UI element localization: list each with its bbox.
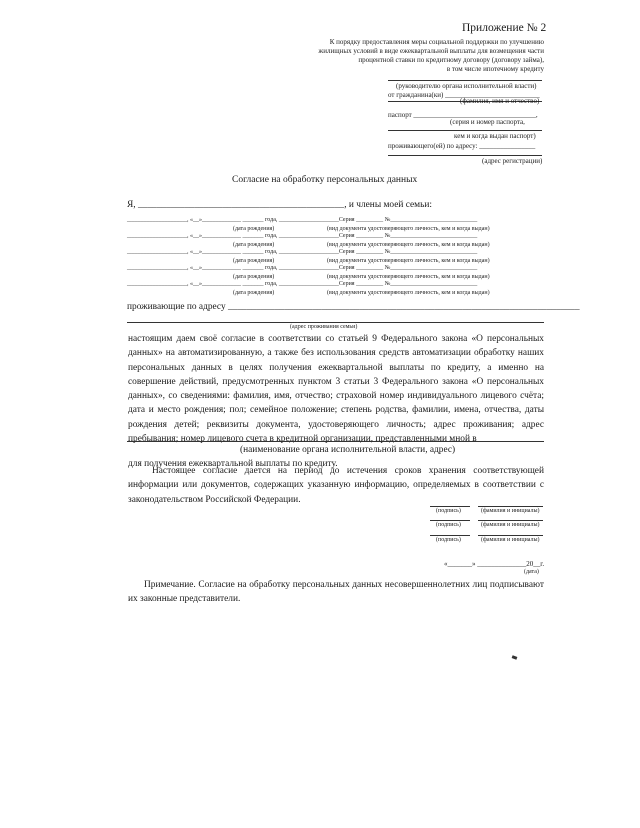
member-row[interactable]: ____________________, «__»_____________ _______ года, ____________________Серия _________ №_____________________________	[127, 265, 478, 271]
ya-field[interactable]	[127, 200, 432, 210]
appendix-reference	[318, 38, 544, 74]
birthdate-caption: (дата рождения)	[233, 274, 275, 280]
fio-line[interactable]	[478, 520, 543, 521]
passport-line-2[interactable]	[388, 130, 542, 131]
recipient-head-line[interactable]	[388, 80, 542, 81]
organ-line[interactable]	[127, 441, 544, 442]
ya-end: , и члены моей семьи:	[344, 200, 432, 210]
signature-line[interactable]	[430, 506, 470, 507]
residing-field[interactable]: проживающего(ей) по адресу: ________________	[388, 142, 536, 150]
fio-line[interactable]	[478, 535, 543, 536]
date-field[interactable]: «_______» ______________20__г.	[444, 560, 545, 568]
residing-line-2[interactable]	[388, 155, 542, 156]
signature-line[interactable]	[430, 535, 470, 536]
passport-field[interactable]: паспорт ___________________________________,	[388, 111, 538, 119]
residing-address-field[interactable]: проживающие по адресу ___________________________________________________________________________	[127, 302, 580, 312]
residing-address-caption: (адрес проживания семьи)	[290, 324, 358, 330]
signature-line[interactable]	[430, 520, 470, 521]
birthdate-caption: (дата рождения)	[233, 226, 275, 232]
birthdate-caption: (дата рождения)	[233, 242, 275, 248]
document-caption: (вид документа удостоверяющего личность, кем и когда выдан)	[327, 274, 490, 280]
address-caption: (адрес регистрации)	[482, 157, 543, 165]
signature-caption: (подпись)	[436, 508, 461, 514]
document-caption: (вид документа удостоверяющего личность, кем и когда выдан)	[327, 258, 490, 264]
fio-initials-caption: (фамилия и инициалы)	[481, 537, 540, 543]
recipient-head-caption: (руководителю органа исполнительной власти)	[396, 82, 537, 90]
appendix-line: К порядку предоставления меры социальной поддержки по улучшению	[329, 38, 544, 46]
signature-caption: (подпись)	[436, 537, 461, 543]
residing-address-line-2[interactable]	[127, 322, 544, 323]
member-row[interactable]: ____________________, «__»_____________ _______ года, ____________________Серия _________ №_____________________________	[127, 233, 478, 239]
ya-line: Я, ____________________________________________	[127, 200, 345, 210]
appendix-line: жилищных условий в виде ежеквартальной выплаты для возмещения части	[318, 47, 544, 55]
date-caption: (дата)	[524, 569, 539, 575]
appendix-line: в том числе ипотечному кредиту	[446, 65, 544, 73]
passport-caption: (серия и номер паспорта,	[450, 118, 525, 126]
appendix-title: Приложение № 2	[462, 22, 547, 34]
from-field[interactable]: от гражданина(ки) ___________________________	[388, 91, 540, 99]
member-row[interactable]: ____________________, «__»_____________ _______ года, ____________________Серия _________ №_____________________________	[127, 249, 478, 255]
note-paragraph: Примечание. Согласие на обработку персональных данных несовершеннолетних лиц подписывают их законные представители.	[128, 580, 544, 605]
fio-initials-caption: (фамилия и инициалы)	[481, 508, 540, 514]
document-caption: (вид документа удостоверяющего личность, кем и когда выдан)	[327, 290, 490, 296]
birthdate-caption: (дата рождения)	[233, 290, 275, 296]
member-row[interactable]: ____________________, «__»_____________ _______ года, ____________________Серия _________ №_____________________________	[127, 281, 478, 287]
scan-mark	[512, 655, 518, 660]
fio-line[interactable]	[478, 506, 543, 507]
organ-caption: (наименование органа исполнительной власти, адрес)	[240, 445, 456, 455]
document-caption: (вид документа удостоверяющего личность, кем и когда выдан)	[327, 226, 490, 232]
fio-initials-caption: (фамилия и инициалы)	[481, 522, 540, 528]
consent-paragraph: настоящим даем своё согласие в соответствии со статьей 9 Федерального закона «О персональных данных» на автоматизированную, а также без использования средств автоматизации обработку наших персональных данных в целях получения ежеквартальной выплаты по кредиту, а именно на совершение действий, предусмотренных пунктом 3 статьи 3 Федерального закона «О персональных данных», со сведениями: фамилия, имя, отчество; страховой номер индивидуального лицевого счёта; дата и место рождения; пол; семейное положение; степень родства, фамилии, имена, отчества, даты рождения детей; реквизиты документа, удостоверяющего личность; адрес проживания; адрес пребывания; номер лицевого счета в кредитной организации, представленными мной в	[128, 334, 544, 445]
document-caption: (вид документа удостоверяющего личность, кем и когда выдан)	[327, 242, 490, 248]
birthdate-caption: (дата рождения)	[233, 258, 275, 264]
appendix-line: процентной ставки по кредитному договору (договору займа),	[358, 56, 544, 64]
signature-caption: (подпись)	[436, 522, 461, 528]
purpose-text: для получения ежеквартальной выплаты по кредиту.	[128, 459, 338, 469]
issued-caption: кем и когда выдан паспорт)	[454, 132, 536, 140]
document-title: Согласие на обработку персональных данных	[232, 175, 418, 185]
period-paragraph: Настоящее согласие дается на период до истечения сроков хранения соответствующей информации или документов, содержащих указанную информацию, определяемых в соответствии с законодательством Российской Федерации.	[128, 466, 544, 505]
fio-caption: (фамилия, имя и отчество)	[460, 97, 540, 105]
member-row[interactable]: ____________________, «__»_____________ _______ года, ____________________Серия _________ №_____________________________	[127, 217, 478, 223]
